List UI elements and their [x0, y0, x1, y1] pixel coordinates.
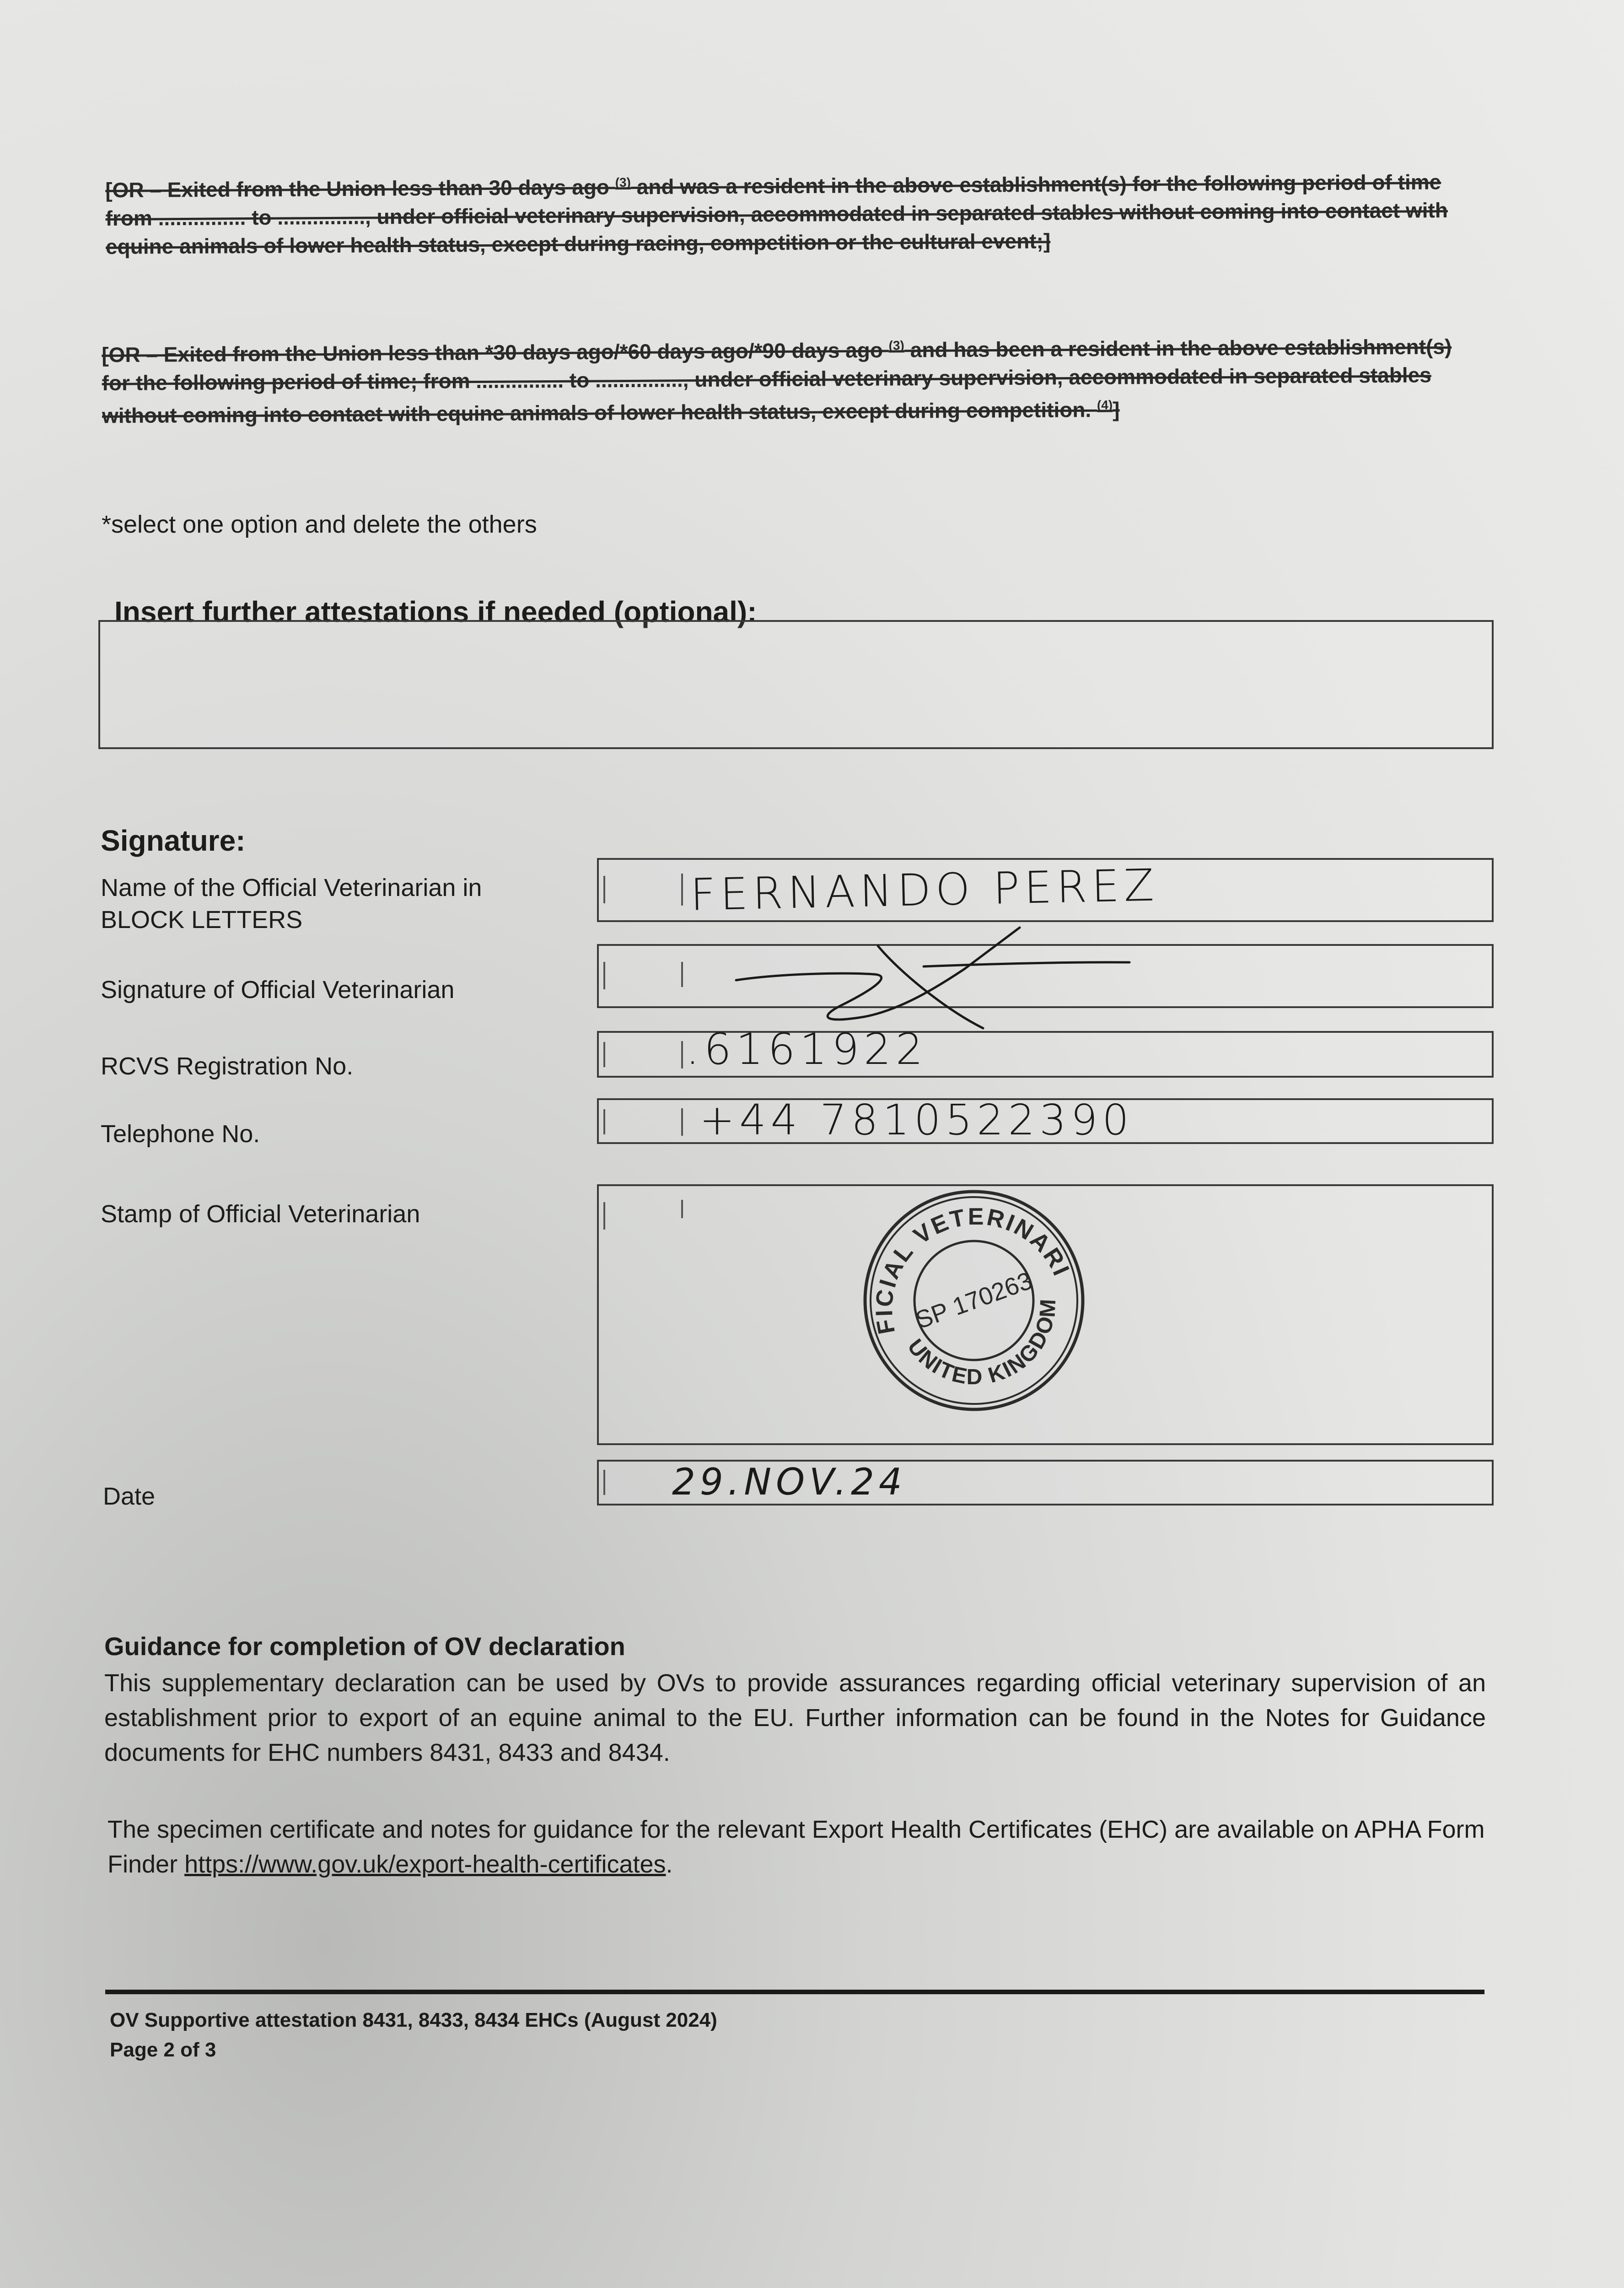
struck-clause-1	[105, 163, 1483, 261]
further-attestations-heading: Insert further attestations if needed (optional):	[114, 595, 757, 628]
stamp-bottom-text: UNITED KINGDOM	[903, 1297, 1061, 1390]
rcvs-registration-value: .6161922	[686, 1025, 928, 1074]
date-value: 29.NOV.24	[672, 1461, 907, 1503]
stamp-label: Stamp of Official Veterinarian	[101, 1200, 420, 1228]
official-veterinarian-name-value: FERNANDO PEREZ	[689, 859, 1159, 921]
date-label: Date	[103, 1483, 156, 1510]
rcvs-registration-field[interactable]	[597, 1025, 1494, 1078]
telephone-field[interactable]	[597, 1095, 1494, 1144]
footer-page-number: Page 2 of 3	[110, 2039, 216, 2061]
clause-2-footnote-a: (3)	[888, 338, 904, 353]
signature-label: Signature of Official Veterinarian	[101, 976, 455, 1004]
stamp-field[interactable]	[597, 1184, 1494, 1445]
export-health-certificates-link[interactable]: https://www.gov.uk/export-health-certificates	[184, 1851, 666, 1878]
clause-1-text-b: and was a resident in the above establishment(s) for the following period of time from ............... to ..............., under official veterinary supervision, accommodated in separated stables without coming into contact with equine animals of lower health status, except during racing, competition or the cultural event;]	[105, 170, 1448, 259]
guidance-paragraph-2-end: .	[666, 1851, 673, 1878]
date-field[interactable]	[597, 1460, 1494, 1506]
clause-2-text-a: [OR – Exited from the Union less than *30 days ago/*60 days ago/*90 days ago	[102, 338, 889, 367]
official-veterinarian-name-field[interactable]	[597, 858, 1494, 922]
clause-1-footnote: (3)	[615, 175, 631, 190]
official-stamp	[846, 1172, 1102, 1429]
rcvs-registration-label: RCVS Registration No.	[101, 1052, 354, 1080]
signature-heading: Signature:	[101, 824, 246, 857]
guidance-paragraph-2-text: The specimen certificate and notes for guidance for the relevant Export Health Certificates (EHC) are available on APHA Form Finder	[108, 1816, 1485, 1878]
guidance-paragraph-2	[108, 1812, 1489, 1882]
stamp-top-text: OFFICIAL VETERINARIAN	[871, 1203, 1075, 1336]
clause-1-text-a: [OR – Exited from the Union less than 30 days ago	[105, 175, 615, 202]
select-option-note: *select one option and delete the others	[102, 511, 537, 538]
footer-document-title: OV Supportive attestation 8431, 8433, 8434 EHCs (August 2024)	[110, 2009, 717, 2031]
telephone-label: Telephone No.	[101, 1120, 260, 1148]
handwritten-signature	[727, 918, 1139, 1037]
struck-clause-2	[102, 328, 1484, 430]
clause-2-text-b: and has been a resident in the above establishment(s) for the following period of time; from ............... to ..............., under official veterinary supervision, accommodated in separated stables without coming into contact with equine animals of lower health status, except during competition.	[102, 335, 1452, 428]
clause-2-footnote-b: (4)	[1097, 398, 1113, 413]
further-attestations-field[interactable]	[98, 620, 1494, 749]
guidance-paragraph-1: This supplementary declaration can be used by OVs to provide assurances regarding official veterinary supervision of an establishment prior to export of an equine animal to the EU. Further information can be found in the Notes for Guidance documents for EHC numbers 8431, 8433 and 8434.	[104, 1669, 1486, 1766]
telephone-value: +44 7810522390	[699, 1095, 1134, 1144]
footer-divider	[105, 1990, 1484, 1994]
guidance-heading: Guidance for completion of OV declaration	[104, 1632, 625, 1661]
clause-2-text-c: ]	[1113, 398, 1120, 422]
official-veterinarian-name-label: Name of the Official Veterinarian in BLOCK LETTERS	[101, 874, 482, 934]
signature-field[interactable]	[597, 944, 1494, 1008]
stamp-center-number: SP 170263	[912, 1267, 1036, 1334]
